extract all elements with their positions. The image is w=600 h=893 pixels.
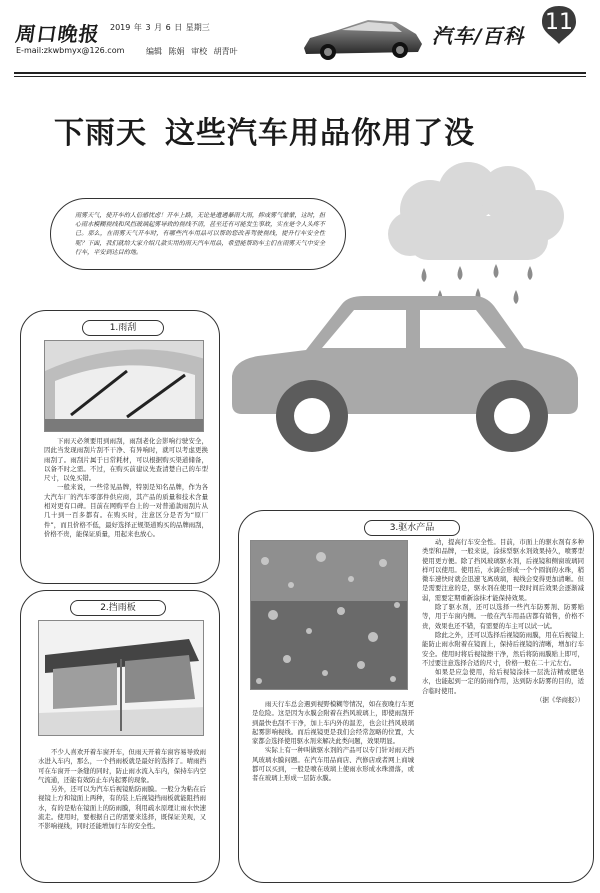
rain-visor-photo — [38, 620, 204, 736]
headline-part-2: 这些汽车用品你用了没 — [165, 116, 475, 151]
contact-email: E-mail:zkwbmyx@126.com — [16, 46, 125, 55]
paragraph: 一般来说，一些常见品牌，特别是知名品牌，作为各大汽车厂的汽车零部件供应商，其产品的质量和技术含量相对更有口碑。目前在网购平台上的一对普通款雨刮片从几十到一百多都有。在购买时，注意区分是否为“原厂件”，而且价格不低，最好选择正规渠道购买的品牌雨刮，价格不贵，能保证质量，用起来也放心。 — [44, 483, 208, 538]
paragraph: 动，提高行车安全性。目前，市面上的驱水剂有多种类型和品牌，一般来说，涂抹型驱水剂效果持久，喷雾型使用更方便。除了挡风玻璃驱水剂，后视镜和侧窗玻璃同样可以使用。使用后，水滴会形成一个个圆润的水珠，稍微车速快时就会迅速飞离玻璃，视线会变得更加清晰。但是需要注意的是，驱水剂在使用一段时间后效果会逐渐减弱，需要定期重新涂抹才能保持效果。 — [422, 538, 584, 602]
paragraph: 雨天行车总会遇到视野模糊等情况，如在夜晚行车更是危险。这是因为水膜会附着在挡风玻璃上，即使雨刮开到最快也刮不干净，加上车内外的温差，也会让挡风玻璃起雾影响视线。而后视镜更是我们会经常忽略的位置，大家都会选择使用驱水剂来解决此类问题，效果明显。 — [252, 700, 414, 746]
issue-date: 2019 年 3 月 6 日 星期三 — [110, 23, 210, 32]
paragraph: 另外，还可以为汽车后视镜贴防雨膜。一般分为粘在后视镜上方和镜面上两种，有的装上后视镜挡雨板就能阻挡雨水，有的是贴在镜面上的防雨膜，利用疏水原理让雨水快速流走。使用时，要根据自己的需要来选择，既保证美观，又不影响视线，同时还能增加行车的安全性。 — [38, 785, 206, 831]
paragraph: 实际上有一种叫做驱水剂的产品可以专门针对雨天挡风玻璃水膜问题。在汽车用品商店、汽修店或者网上商城都可以买到，一般是喷在玻璃上使雨水形成水珠滑落，或者在玻璃上形成一层防水膜。 — [252, 746, 414, 783]
intro-box — [50, 198, 346, 270]
paragraph: 下雨天必须要用到雨刮，雨刮老化会影响行驶安全，因此当发现雨刮片刮不干净、有异响时，就可以考虑更换雨刮了。雨刮片属于日常耗材，可以根据购买渠道储备，以备不时之需。不过，在购买前建议先查清楚自己的车型尺寸，以免买错。 — [44, 437, 208, 483]
headline-part-1: 下雨天 — [54, 116, 147, 151]
rain-drops-photo — [250, 540, 408, 690]
paragraph: 除此之外，还可以选择后视镜防雨膜，用在后视镜上能防止雨水附着在镜面上，保持后视镜的清晰，增加行车安全。使用时将后视镜擦干净，然后将防雨膜贴上即可，不过要注意选择合适的尺寸，价格一般在二十元左右。 — [422, 630, 584, 667]
sports-car-image — [298, 12, 426, 64]
section-visor-title: 2.挡雨板 — [70, 600, 166, 616]
visor-text — [38, 748, 206, 832]
paragraph: 不少人喜欢开着车窗开车，但雨天开着车窗容易导致雨水进入车内，那么，一个挡雨板就是最好的选择了。晴雨挡可在车窗开一条缝的同时，防止雨水流入车内，保持车内空气流通，还能有效防止车内起雾的现象。 — [38, 748, 206, 784]
section-title: 汽车/百科 — [432, 24, 525, 48]
page-number: 11 — [545, 10, 573, 35]
header-rule — [14, 72, 586, 74]
masthead — [14, 8, 586, 70]
wiper-photo — [44, 340, 204, 432]
repellent-text-right — [422, 538, 584, 705]
section-repellent-title: 3.驱水产品 — [364, 520, 460, 536]
wiper-text — [44, 437, 208, 539]
headline — [54, 108, 554, 152]
paragraph: 如果是应急使用，给后视镜涂抹一层洗洁精或肥皂水，也能起到一定的防雨作用，达到防水防雾的目的，适合临时使用。 — [422, 668, 584, 695]
repellent-text-left — [252, 700, 414, 784]
editor-credits: 编辑 陈娟 审校 胡青叶 — [146, 47, 238, 56]
header-rule-thin — [14, 76, 586, 77]
paragraph: 除了驱水剂，还可以选择一些汽车防雾剂、防雾贴等，用于车窗内侧。一般在汽车用品店都有销售，价格不贵，效果也还不错，有需要的车主可以试一试。 — [422, 603, 584, 630]
paper-name: 周口晚报 — [14, 22, 102, 46]
car-illustration — [224, 282, 586, 460]
intro-text: 雨雾天气，使开车的人倍感忧虑！开车上路，无论是遭遇暴雨大雨，抑或雾气蒙蒙，这时，担心雨水模糊视线和风挡玻璃起雾导致的视线不清，甚至还有可能发生事故，实在是令人头疼不已。那么，在雨雾天气开车时，有哪些汽车用品可以帮助您改善驾驶视线，提升行车安全性呢？下面，我们就给大家介绍几款实用的雨天汽车用品，希望能帮助车主们在雨雾天气中安全行车，平安到达目的地。 — [75, 212, 325, 256]
byline: （据《华商报》） — [536, 696, 584, 705]
section-wiper-title: 1.雨刮 — [82, 320, 164, 336]
